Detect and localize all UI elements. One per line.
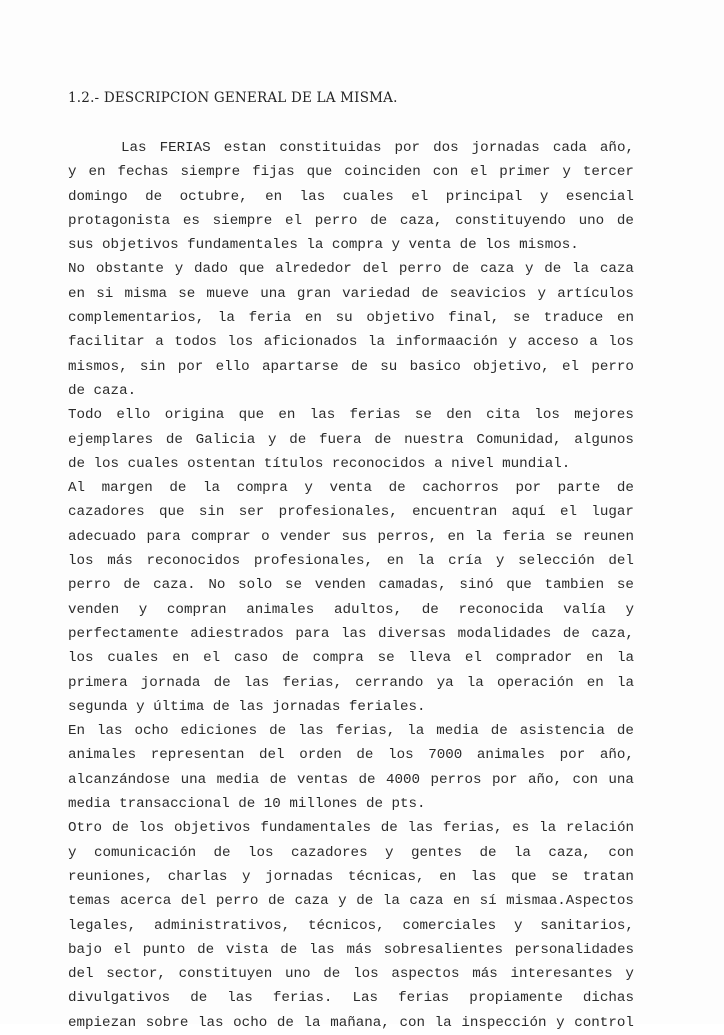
- text-line: Al margen de la compra y venta de cachorros por parte de: [68, 480, 634, 497]
- text-line: adecuado para comprar o vender sus perros, en la feria se reunen: [68, 528, 634, 545]
- text-line: temas acerca del perro de caza y de la caza en sí mismaa.Aspectos: [68, 893, 634, 910]
- text-line: segunda y última de las jornadas feriales.: [68, 698, 426, 715]
- text-line: alcanzándose una media de ventas de 4000 perros por año, con una: [68, 771, 634, 788]
- text-line: divulgativos de las ferias. Las ferias propiamente dichas: [68, 990, 634, 1007]
- text-line: protagonista es siempre el perro de caza, constituyendo uno de: [68, 212, 634, 229]
- text-line: Las FERIAS estan constituidas por dos jornadas cada año,: [121, 140, 634, 156]
- text-line: En las ocho ediciones de las ferias, la media de asistencia de: [68, 723, 634, 740]
- text-line: de los cuales ostentan títulos reconocidos a nivel mundial.: [68, 455, 571, 472]
- text-line: perro de caza. No solo se venden camadas, sinó que tambien se: [68, 577, 634, 594]
- text-line: del sector, constituyen uno de los aspectos más interesantes y: [68, 966, 634, 983]
- text-line: domingo de octubre, en las cuales el principal y esencial: [68, 188, 634, 205]
- text-line: bajo el punto de vista de las más sobresalientes personalidades: [68, 941, 634, 958]
- text-line: venden y compran animales adultos, de reconocida valía y: [68, 601, 634, 618]
- text-line: empiezan sobre las ocho de la mañana, con la inspección y control: [68, 1014, 634, 1031]
- text-line: ejemplares de Galicia y de fuera de nuestra Comunidad, algunos: [68, 431, 634, 448]
- text-line: los más reconocidos profesionales, en la cría y selección del: [68, 553, 634, 570]
- text-line: de caza.: [68, 382, 137, 399]
- text-line: y comunicación de los cazadores y gentes de la caza, con: [68, 844, 634, 861]
- text-line: animales representan del orden de los 7000 animales por año,: [68, 747, 634, 764]
- text-line: No obstante y dado que alrededor del perro de caza y de la caza: [68, 261, 634, 278]
- text-line: complementarios, la feria en su objetivo final, se traduce en: [68, 310, 634, 327]
- text-line: y en fechas siempre fijas que coinciden con el primer y tercer: [68, 164, 634, 181]
- body-text: [68, 136, 634, 1035]
- text-line: sus objetivos fundamentales la compra y venta de los mismos.: [68, 237, 579, 254]
- text-line: mismos, sin por ello apartarse de su basico objetivo, el perro: [68, 358, 634, 375]
- text-line: facilitar a todos los aficionados la informaación y acceso a los: [68, 334, 634, 351]
- section-heading: 1.2.- DESCRIPCION GENERAL DE LA MISMA.: [68, 90, 398, 106]
- text-line: Todo ello origina que en las ferias se den cita los mejores: [68, 407, 634, 424]
- text-line: Otro de los objetivos fundamentales de las ferias, es la relación: [68, 820, 634, 837]
- text-line: cazadores que sin ser profesionales, encuentran aquí el lugar: [68, 504, 634, 521]
- text-line: reuniones, charlas y jornadas técnicas, en las que se tratan: [68, 868, 634, 885]
- text-line: legales, administrativos, técnicos, comerciales y sanitarios,: [68, 917, 634, 934]
- text-line: media transaccional de 10 millones de pts.: [68, 796, 426, 813]
- text-line: primera jornada de las ferias, cerrando ya la operación en la: [68, 674, 634, 691]
- text-line: los cuales en el caso de compra se lleva el comprador en la: [68, 650, 634, 667]
- text-line: en si misma se mueve una gran variedad de seavicios y artículos: [68, 285, 634, 302]
- text-line: perfectamente adiestrados para las diversas modalidades de caza,: [68, 625, 634, 642]
